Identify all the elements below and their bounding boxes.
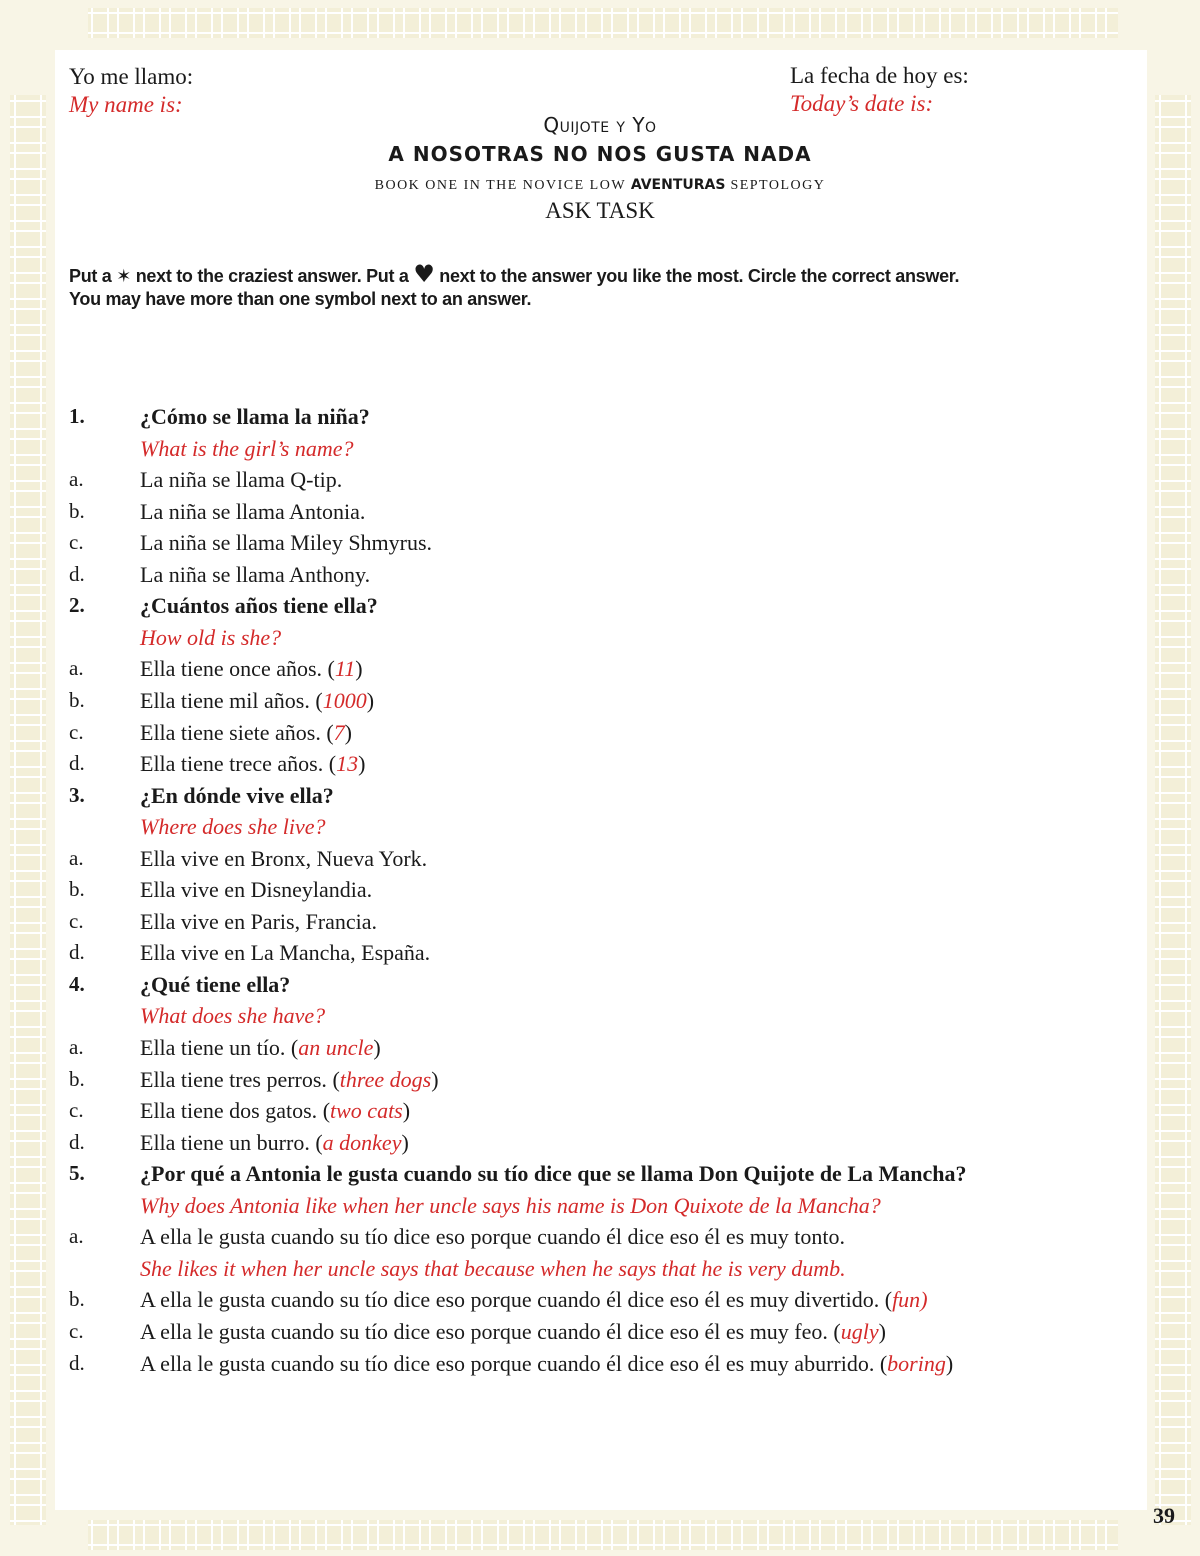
date-label-english: Today’s date is: xyxy=(790,91,934,116)
greek-key-border-top xyxy=(88,8,1118,38)
answer-letter: c. xyxy=(69,1098,84,1123)
answer-option[interactable] xyxy=(140,688,374,714)
answer-option[interactable] xyxy=(140,1319,886,1345)
answer-text: Ella tiene mil años. xyxy=(140,687,310,713)
answer-option[interactable] xyxy=(140,751,365,777)
answer-text: La niña se llama Q-tip. xyxy=(140,467,343,493)
question-number: 4. xyxy=(69,971,85,996)
instr-part1: Put a xyxy=(69,266,117,286)
instr-part3: next to the answer you like the most. Circle the correct answer. xyxy=(434,266,960,286)
answer-letter: a. xyxy=(69,845,84,870)
answer-text: Ella tiene un burro. xyxy=(140,1129,310,1155)
answer-text: La niña se llama Antonia. xyxy=(140,498,366,524)
instructions-line-1 xyxy=(69,260,959,288)
answer-option[interactable] xyxy=(140,467,342,493)
answer-option[interactable] xyxy=(140,877,372,903)
answer-option[interactable] xyxy=(140,1098,410,1124)
paren-close: ) xyxy=(373,1035,381,1060)
question-translation: What is the girl’s name? xyxy=(140,435,354,461)
answer-letter: a. xyxy=(69,656,84,681)
answer-option[interactable] xyxy=(140,1067,439,1093)
answer-letter: b. xyxy=(69,498,85,523)
question-translation: How old is she? xyxy=(140,624,282,650)
answer-translation: ugly xyxy=(840,1318,879,1344)
answer-text: A ella le gusta cuando su tío dice eso porque cuando él dice eso él es muy divertido. xyxy=(140,1287,880,1313)
name-label: Yo me llamo: xyxy=(69,64,194,89)
question-number: 5. xyxy=(69,1161,85,1186)
answer-letter: b. xyxy=(69,1066,85,1091)
paren-open: ( xyxy=(309,687,323,713)
book-series-title xyxy=(0,113,1200,137)
paren-open: ( xyxy=(879,1287,893,1313)
paren-close: ) xyxy=(431,1066,439,1092)
paren-open: ( xyxy=(320,719,334,745)
paren-open: ( xyxy=(323,751,337,777)
paren-close: ) xyxy=(344,719,352,745)
answer-translation: 13 xyxy=(336,751,359,777)
answer-translation: 11 xyxy=(334,656,356,682)
name-label-english: My name is: xyxy=(69,92,183,117)
answer-text: A ella le gusta cuando su tío dice eso porque cuando él dice eso él es muy feo. xyxy=(140,1318,828,1344)
heart-icon: ♥ xyxy=(413,260,435,288)
answer-text: A ella le gusta cuando su tío dice eso porque cuando él dice eso él es muy tonto. xyxy=(140,1224,846,1250)
paren-close: ) xyxy=(945,1350,954,1376)
answer-option[interactable] xyxy=(140,1130,409,1156)
answer-option[interactable] xyxy=(140,846,427,872)
answer-translation: an uncle xyxy=(298,1035,374,1060)
answer-option[interactable] xyxy=(140,1287,928,1313)
paren-close: ) xyxy=(878,1318,886,1344)
answer-option[interactable] xyxy=(140,530,432,556)
answer-option[interactable] xyxy=(140,1035,381,1061)
subtitle-pre: BOOK ONE IN THE NOVICE LOW xyxy=(374,178,631,193)
answer-text: Ella tiene trece años. xyxy=(140,751,324,777)
answer-text: Ella vive en Disneylandia. xyxy=(140,877,373,903)
brand-name: AVENTURAS xyxy=(630,177,726,193)
answer-text: Ella vive en La Mancha, España. xyxy=(140,940,431,966)
answer-letter: a. xyxy=(69,467,84,492)
answer-translation: three dogs xyxy=(339,1066,432,1092)
series-title-text: Quijote y Yo xyxy=(543,113,657,137)
answer-text: La niña se llama Anthony. xyxy=(140,561,371,587)
answer-text: A ella le gusta cuando su tío dice eso porque cuando él dice eso él es muy aburrido. xyxy=(140,1350,875,1376)
paren-open: ( xyxy=(322,656,335,682)
instructions-line-2: You may have more than one symbol next to an answer. xyxy=(69,289,532,309)
paren-close: ) xyxy=(402,1098,411,1124)
instr-part2: next to the craziest answer. Put a xyxy=(131,266,414,286)
book-title: A NOSOTRAS NO NOS GUSTA NADA xyxy=(388,142,812,166)
paren-close: ) xyxy=(358,751,366,777)
paren-open: ( xyxy=(326,1066,340,1092)
question-text: ¿En dónde vive ella? xyxy=(140,782,334,808)
answer-text: Ella tiene tres perros. xyxy=(140,1066,327,1092)
paren-open: ( xyxy=(317,1098,331,1124)
answer-translation: fun xyxy=(892,1287,921,1313)
book-subtitle xyxy=(0,177,1200,194)
paren-close: ) xyxy=(355,656,363,682)
question-text: ¿Por qué a Antonia le gusta cuando su tío dice que se llama Don Quijote de La Mancha? xyxy=(140,1161,967,1187)
answer-letter: a. xyxy=(69,1224,84,1249)
answer-letter: d. xyxy=(69,940,85,965)
answer-option[interactable] xyxy=(140,499,365,525)
answer-letter: d. xyxy=(69,1129,85,1154)
answer-option[interactable] xyxy=(140,1351,953,1377)
answer-letter: c. xyxy=(69,719,84,744)
question-number: 2. xyxy=(69,593,85,618)
date-label: La fecha de hoy es: xyxy=(790,63,969,88)
answer-letter: d. xyxy=(69,751,85,776)
greek-key-border-left xyxy=(10,95,46,1525)
answer-option[interactable] xyxy=(140,1224,845,1250)
paren-open: ( xyxy=(309,1129,323,1155)
answer-letter: c. xyxy=(69,1318,84,1343)
answer-text: Ella vive en Bronx, Nueva York. xyxy=(140,845,428,871)
answer-translation: boring xyxy=(887,1350,946,1376)
answer-translation: a donkey xyxy=(322,1129,402,1155)
question-translation: What does she have? xyxy=(140,1003,326,1029)
answer-option[interactable] xyxy=(140,909,377,935)
question-text: ¿Cómo se llama la niña? xyxy=(140,404,370,429)
question-number: 1. xyxy=(69,404,85,428)
answer-letter: a. xyxy=(69,1035,84,1059)
answer-letter: b. xyxy=(69,1287,85,1312)
answer-text: Ella tiene once años. xyxy=(140,656,323,682)
question-number: 3. xyxy=(69,782,85,807)
paren-open: ( xyxy=(874,1350,888,1376)
answer-letter: d. xyxy=(69,561,85,586)
answer-translation: 1000 xyxy=(322,687,367,713)
answer-option[interactable] xyxy=(140,656,363,682)
task-title: ASK TASK xyxy=(545,198,655,223)
question-text: ¿Cuántos años tiene ella? xyxy=(140,593,378,619)
paren-open: ( xyxy=(827,1318,841,1344)
answer-text: La niña se llama Miley Shmyrus. xyxy=(140,530,433,556)
answer-letter: c. xyxy=(69,530,84,555)
paren-close: ) xyxy=(366,687,375,713)
answer-letter: b. xyxy=(69,877,85,902)
subtitle-post: SEPTOLOGY xyxy=(725,178,826,193)
answer-text: Ella vive en Paris, Francia. xyxy=(140,908,378,934)
star-icon: ✶ xyxy=(116,266,132,287)
answer-translation: two cats xyxy=(330,1098,403,1124)
greek-key-border-bottom xyxy=(88,1520,1118,1550)
greek-key-border-right xyxy=(1155,95,1191,1525)
question-text: ¿Qué tiene ella? xyxy=(140,971,291,997)
answer-letter: d. xyxy=(69,1350,85,1375)
answer-option[interactable] xyxy=(140,562,370,588)
page-number: 39 xyxy=(1153,1503,1175,1528)
answer-option[interactable] xyxy=(140,720,352,746)
paren-close: ) xyxy=(920,1287,928,1313)
paren-close: ) xyxy=(401,1129,409,1155)
answer-option[interactable] xyxy=(140,940,430,966)
answer-text: Ella tiene siete años. xyxy=(140,719,321,745)
question-translation: Where does she live? xyxy=(140,814,326,840)
answer-letter: c. xyxy=(69,908,84,933)
answer-text: Ella tiene dos gatos. xyxy=(140,1098,318,1124)
paren-open: ( xyxy=(285,1035,299,1060)
answer-translation-line: She likes it when her uncle says that because when he says that he is very dumb. xyxy=(140,1255,846,1281)
question-translation: Why does Antonia like when her uncle says his name is Don Quixote de la Mancha? xyxy=(140,1192,881,1218)
answer-text: Ella tiene un tío. xyxy=(140,1035,286,1060)
answer-translation: 7 xyxy=(333,719,345,745)
answer-letter: b. xyxy=(69,687,85,712)
